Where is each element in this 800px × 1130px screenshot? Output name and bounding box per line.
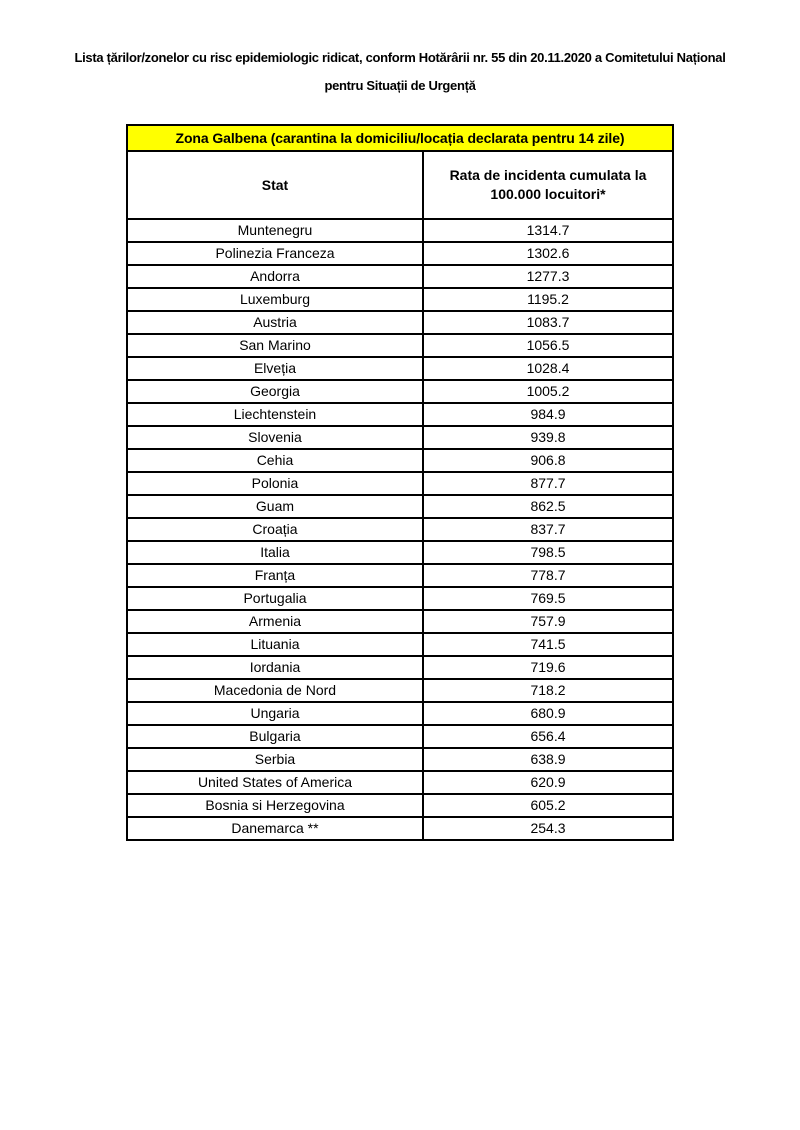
incidence-table — [126, 124, 674, 841]
country-cell: Serbia — [127, 748, 423, 771]
country-cell: United States of America — [127, 771, 423, 794]
rate-cell: 656.4 — [423, 725, 673, 748]
table-row — [127, 357, 673, 380]
rate-cell: 1314.7 — [423, 219, 673, 242]
table-row — [127, 748, 673, 771]
rate-cell: 1005.2 — [423, 380, 673, 403]
rate-cell: 837.7 — [423, 518, 673, 541]
country-cell: Lituania — [127, 633, 423, 656]
country-cell: Polonia — [127, 472, 423, 495]
rate-cell: 1277.3 — [423, 265, 673, 288]
table-row — [127, 725, 673, 748]
rate-cell: 638.9 — [423, 748, 673, 771]
rate-cell: 620.9 — [423, 771, 673, 794]
rate-cell: 984.9 — [423, 403, 673, 426]
country-cell: Iordania — [127, 656, 423, 679]
rate-cell: 862.5 — [423, 495, 673, 518]
table-row — [127, 380, 673, 403]
table-banner: Zona Galbena (carantina la domiciliu/locația declarata pentru 14 zile) — [127, 125, 673, 151]
country-cell: Cehia — [127, 449, 423, 472]
country-cell: Croația — [127, 518, 423, 541]
table-row — [127, 242, 673, 265]
table-row — [127, 656, 673, 679]
country-cell: Andorra — [127, 265, 423, 288]
rate-cell: 778.7 — [423, 564, 673, 587]
country-cell: Guam — [127, 495, 423, 518]
table-row — [127, 426, 673, 449]
table-row — [127, 311, 673, 334]
rate-cell: 1056.5 — [423, 334, 673, 357]
rate-cell: 718.2 — [423, 679, 673, 702]
column-header-stat: Stat — [127, 151, 423, 219]
banner-row — [127, 125, 673, 151]
table-row — [127, 771, 673, 794]
country-cell: Austria — [127, 311, 423, 334]
table-row — [127, 679, 673, 702]
country-cell: Italia — [127, 541, 423, 564]
country-cell: Macedonia de Nord — [127, 679, 423, 702]
page-title-line-2: pentru Situații de Urgență — [324, 78, 476, 93]
table-row — [127, 495, 673, 518]
table-row — [127, 633, 673, 656]
table-row — [127, 472, 673, 495]
table-row — [127, 541, 673, 564]
table-row — [127, 288, 673, 311]
table-row — [127, 265, 673, 288]
country-cell: Danemarca ** — [127, 817, 423, 840]
table-row — [127, 794, 673, 817]
page-title — [0, 44, 800, 100]
rate-cell: 769.5 — [423, 587, 673, 610]
rate-cell: 1083.7 — [423, 311, 673, 334]
rate-cell: 1195.2 — [423, 288, 673, 311]
country-cell: San Marino — [127, 334, 423, 357]
rate-cell: 939.8 — [423, 426, 673, 449]
country-cell: Polinezia Franceza — [127, 242, 423, 265]
table-row — [127, 449, 673, 472]
table-row — [127, 817, 673, 840]
country-cell: Georgia — [127, 380, 423, 403]
table-row — [127, 334, 673, 357]
country-cell: Franța — [127, 564, 423, 587]
column-header-row — [127, 151, 673, 219]
country-cell: Ungaria — [127, 702, 423, 725]
country-cell: Liechtenstein — [127, 403, 423, 426]
table-row — [127, 587, 673, 610]
rate-cell: 1302.6 — [423, 242, 673, 265]
table-row — [127, 702, 673, 725]
rate-cell: 877.7 — [423, 472, 673, 495]
country-cell: Portugalia — [127, 587, 423, 610]
rate-cell: 906.8 — [423, 449, 673, 472]
country-cell: Armenia — [127, 610, 423, 633]
rate-cell: 680.9 — [423, 702, 673, 725]
country-cell: Muntenegru — [127, 219, 423, 242]
column-header-rate: Rata de incidenta cumulata la 100.000 locuitori* — [423, 151, 673, 219]
country-cell: Slovenia — [127, 426, 423, 449]
table-row — [127, 564, 673, 587]
table-row — [127, 403, 673, 426]
rate-cell: 254.3 — [423, 817, 673, 840]
table-row — [127, 610, 673, 633]
rate-cell: 605.2 — [423, 794, 673, 817]
country-cell: Bulgaria — [127, 725, 423, 748]
country-cell: Luxemburg — [127, 288, 423, 311]
page-title-line-1: Lista țărilor/zonelor cu risc epidemiologic ridicat, conform Hotărârii nr. 55 din 20.11.2020 a Comitetului Național — [74, 50, 726, 65]
table-row — [127, 219, 673, 242]
rate-cell: 719.6 — [423, 656, 673, 679]
rate-cell: 1028.4 — [423, 357, 673, 380]
country-cell: Elveția — [127, 357, 423, 380]
rate-cell: 798.5 — [423, 541, 673, 564]
table-row — [127, 518, 673, 541]
table-body — [127, 219, 673, 840]
country-cell: Bosnia si Herzegovina — [127, 794, 423, 817]
rate-cell: 741.5 — [423, 633, 673, 656]
rate-cell: 757.9 — [423, 610, 673, 633]
